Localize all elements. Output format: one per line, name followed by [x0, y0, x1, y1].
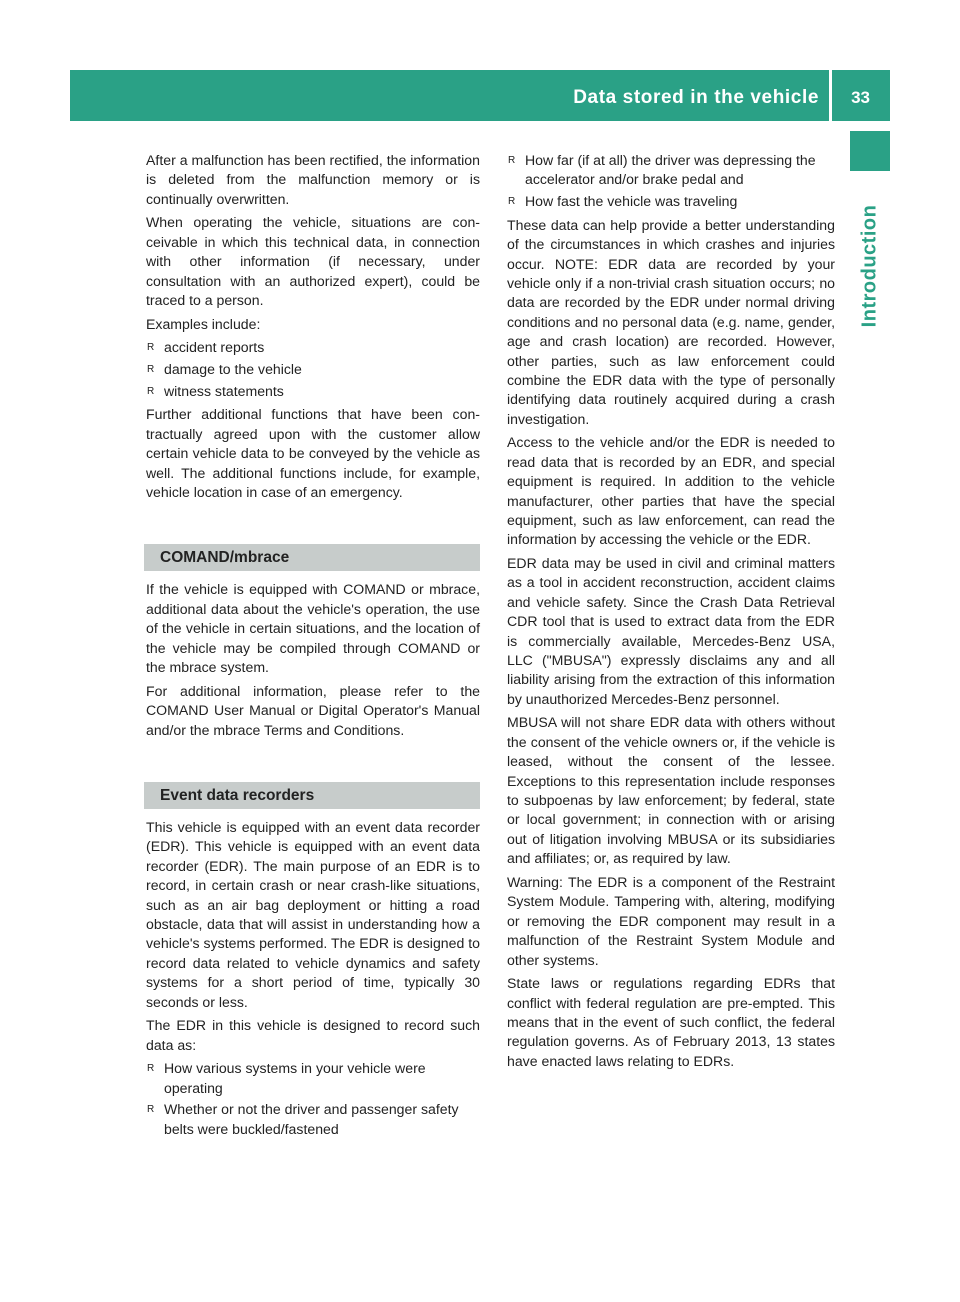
list-item-text: How far (if at all) the driver was depressing the accelerator and/or brake pedal and [525, 152, 816, 188]
edr-data-list-continued [507, 151, 835, 212]
list-item-text: witness statements [164, 383, 284, 400]
list-item [146, 360, 480, 379]
list-item [146, 382, 480, 401]
bullet-icon: R [147, 342, 155, 354]
list-item-text: How fast the vehicle was traveling [525, 193, 738, 210]
paragraph: When operating the vehicle, situations are conceivable in which this technical data, in connection with other information (if necessary, under consultation with an authorized expert), could be traced to a person. [146, 214, 480, 309]
list-item-text: How various systems in your vehicle were operating [164, 1060, 426, 1096]
bullet-icon: R [508, 155, 516, 166]
list-item [507, 151, 835, 190]
list-item-text: damage to the vehicle [164, 361, 302, 378]
right-column [507, 151, 835, 1075]
paragraph: Examples include: [146, 315, 261, 332]
header-separator [829, 70, 832, 121]
list-item [146, 1100, 480, 1139]
side-marker [850, 131, 890, 171]
section-heading-comand: COMAND/mbrace [144, 544, 480, 571]
paragraph: The EDR in this vehicle is designed to record such data as: [146, 1017, 480, 1053]
side-tab-introduction [850, 181, 890, 351]
paragraph: For additional information, please refer to the COMAND User Manual or Digital Operator's Manual and/or the mbrace Terms and Conditions. [146, 682, 480, 738]
section-heading-edr: Event data recorders [144, 782, 480, 809]
edr-data-list [146, 1059, 480, 1139]
list-item [146, 338, 480, 357]
examples-list [146, 338, 480, 401]
paragraph: State laws or regulations regarding EDRs that conflict with federal regulation are pre-empted. This means that in the event of such conflict, the federal regulation governs. As of February 2013, 13 states have enacted laws relating to EDRs. [507, 975, 835, 1069]
paragraph: If the vehicle is equipped with COMAND or mbrace, additional data about the vehicle's operation, the use of the vehicle in certain situations, and the location of the vehicle may be compiled through COMAND or the mbrace system. [146, 581, 480, 676]
list-item-text: Whether or not the driver and passenger safety belts were buckled/fastened [164, 1101, 459, 1137]
paragraph: EDR data may be used in civil and criminal matters as a tool in accident reconstruction, accident claims and vehicle safety. Since the Crash Data Retrieval CDR tool that is used to extract data from the EDR is commercially available, Mercedes-Benz USA, LLC ("MBUSA") expressly disclaims any and all liability arising from the extraction of this information by unauthorized Mercedes-Benz personnel. [507, 555, 835, 707]
paragraph: Access to the vehicle and/or the EDR is needed to read data that is recorded by an EDR, and special equipment is required. In addition to the vehicle manufacturer, other parties that have the special equipment, such as law enforcement, can read the information by accessing the vehicle or the EDR. [507, 434, 835, 548]
page-number: 33 [851, 88, 870, 107]
paragraph: MBUSA will not share EDR data with others without the consent of the vehicle owners or, if the vehicle is leased, without the consent of the lessee. Exceptions to this representation include responses to subpoenas by law enforcement; by federal, state or local government; in connection with or arising out of litigation involving MBUSA or its subsidiaries and affiliates; or, as required by law. [507, 714, 835, 867]
paragraph: Further additional functions that have been contractually agreed upon with the customer allow certain vehicle data to be conveyed by the vehicle as well. The additional functions include, for example, vehicle location in case of an emergency. [146, 406, 480, 501]
header-title: Data stored in the vehicle [573, 87, 819, 108]
paragraph: These data can help provide a better understanding of the circumstances in which crashes and injuries occur. NOTE: EDR data are recorded by your vehicle only if a non-trivial crash situation occurs; no data are recorded by the EDR under normal driving conditions and no personal data (e.g. name, gender, age and crash location) are recorded. However, other parties, such as law enforcement could combine the EDR data with the type of personally identifying data routinely acquired during a crash investigation. [507, 216, 835, 427]
bullet-icon: R [147, 1063, 155, 1075]
list-item [146, 1059, 480, 1098]
bullet-icon: R [508, 196, 516, 208]
paragraph: After a malfunction has been rectified, the information is deleted from the malfunction memory or is continually overwritten. [146, 152, 480, 207]
bullet-icon: R [147, 1104, 155, 1116]
bullet-icon: R [147, 364, 155, 376]
list-item [507, 192, 835, 211]
paragraph: This vehicle is equipped with an event data recorder (EDR). This vehicle is equipped with an event data recorder (EDR). The main purpose of an EDR is to record, in certain crash or near crash-like situations, such as an air bag deployment or hitting a road obstacle, data that will assist in understanding how a vehicle's systems performed. The EDR is designed to record data related to vehicle dynamics and safety systems for a short period of time, typically 30 seconds or less. [146, 818, 480, 1010]
side-tab-label: Introduction [858, 204, 881, 328]
bullet-icon: R [147, 386, 155, 398]
left-column [146, 151, 480, 1143]
paragraph: Warning: The EDR is a component of the Restraint System Module. Tampering with, altering, modifying or removing the EDR component may result in a malfunction of the Restraint System Module and other systems. [507, 873, 835, 968]
page-header-bar [70, 70, 890, 121]
list-item-text: accident reports [164, 339, 265, 356]
